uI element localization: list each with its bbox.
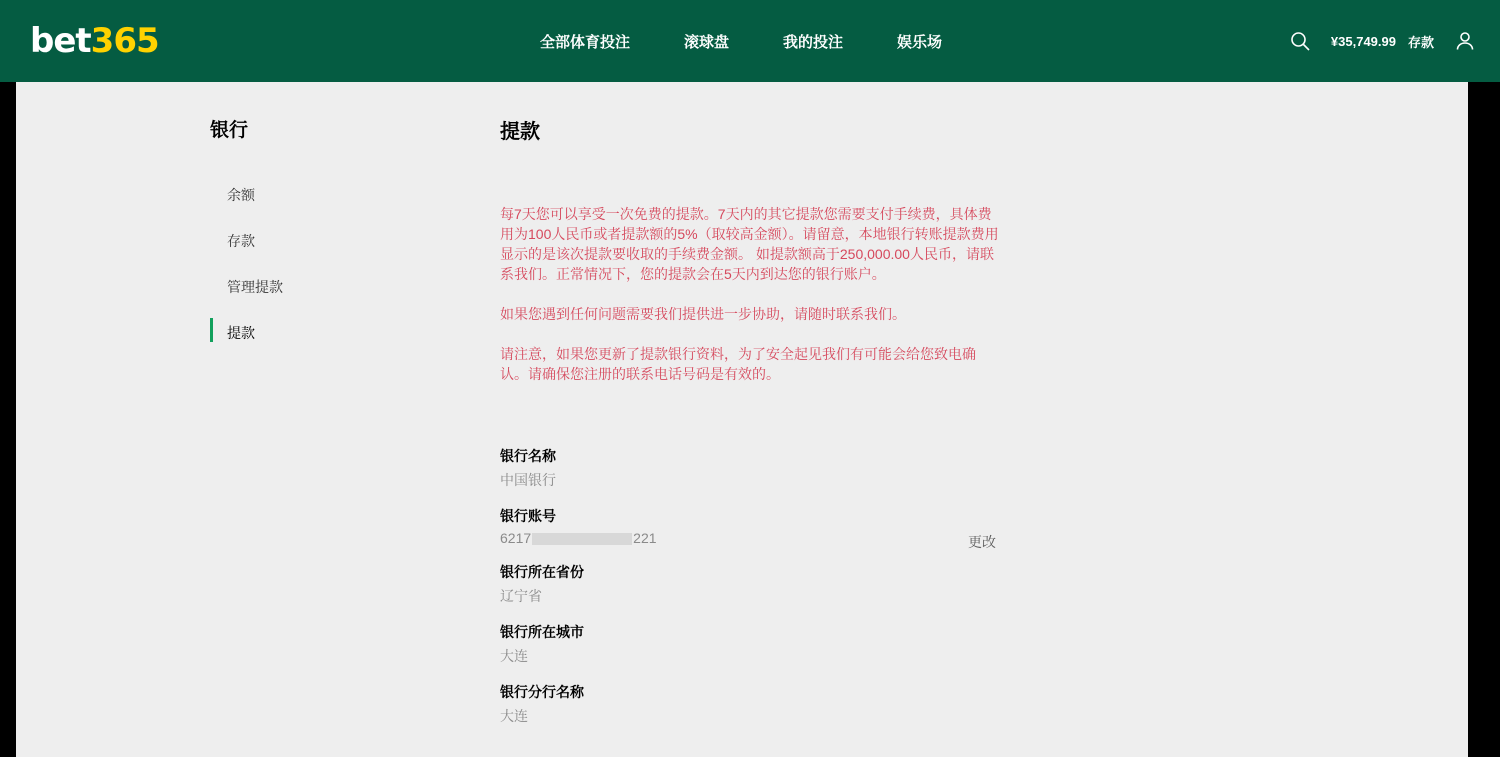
site-header <box>0 0 1500 82</box>
account-balance: ¥35,749.99 <box>1330 33 1396 49</box>
field-bank-branch <box>500 682 1040 726</box>
field-bank-account-value <box>500 530 1040 546</box>
account-masked-bar <box>532 533 632 545</box>
field-bank-city <box>500 622 1040 666</box>
nav-casino[interactable]: 娱乐场 <box>897 33 943 51</box>
header-actions <box>1287 0 1478 82</box>
bank-page <box>16 82 1468 757</box>
field-bank-account <box>500 506 1040 546</box>
deposit-button[interactable]: 存款 <box>1407 34 1434 50</box>
account-suffix: 221 <box>633 530 657 546</box>
change-bank-details-link[interactable]: 更改 <box>968 534 996 550</box>
withdraw-notice <box>500 204 1000 384</box>
field-bank-name <box>500 446 1040 490</box>
field-bank-name-label: 银行名称 <box>500 448 556 464</box>
field-bank-city-label: 银行所在城市 <box>500 624 584 640</box>
search-icon[interactable] <box>1287 28 1313 54</box>
notice-paragraph-3: 请注意，如果您更新了提款银行资料，为了安全起见我们有可能会给您致电确认。请确保您注册的联系电话号码是有效的。 <box>500 346 976 382</box>
nav-in-play[interactable]: 滚球盘 <box>684 33 730 51</box>
bank-details <box>500 446 1040 726</box>
sidebar-item-balance[interactable]: 余额 <box>227 187 255 203</box>
sidebar-item-withdraw[interactable]: 提款 <box>210 310 440 356</box>
bank-sidebar <box>210 115 440 356</box>
field-bank-province <box>500 562 1040 606</box>
nav-all-sports[interactable]: 全部体育投注 <box>540 33 631 51</box>
logo-text-main: bet <box>30 21 91 61</box>
notice-paragraph-1: 每7天您可以享受一次免费的提款。7天内的其它提款您需要支付手续费，具体费用为100人民币或者提款额的5%（取较高金额）。请留意，本地银行转账提款费用显示的是该次提款要收取的手续费金额。 如提款额高于250,000.00人民币，请联系我们。正常情况下，您的提款会在5天内到达您的银行账户。 <box>500 206 999 282</box>
sidebar-item-manage-withdrawals[interactable]: 管理提款 <box>227 279 283 295</box>
main-navigation <box>540 0 942 82</box>
user-icon[interactable] <box>1452 28 1478 54</box>
bet365-logo[interactable] <box>30 21 159 61</box>
account-prefix: 6217 <box>500 530 532 546</box>
field-bank-branch-label: 银行分行名称 <box>500 684 584 700</box>
nav-my-bets[interactable]: 我的投注 <box>783 33 844 51</box>
field-bank-province-value: 辽宁省 <box>500 588 542 604</box>
field-bank-name-value: 中国银行 <box>500 472 556 488</box>
sidebar-title: 银行 <box>210 120 249 141</box>
sidebar-item-deposit[interactable]: 存款 <box>227 233 255 249</box>
logo-text-accent: 365 <box>90 21 159 61</box>
notice-paragraph-2: 如果您遇到任何问题需要我们提供进一步协助，请随时联系我们。 <box>500 306 906 322</box>
withdraw-panel <box>500 115 1040 742</box>
field-bank-province-label: 银行所在省份 <box>500 564 584 580</box>
field-bank-city-value: 大连 <box>500 648 528 664</box>
page-title: 提款 <box>500 121 540 143</box>
field-bank-branch-value: 大连 <box>500 708 528 724</box>
field-bank-account-label: 银行账号 <box>500 508 556 524</box>
